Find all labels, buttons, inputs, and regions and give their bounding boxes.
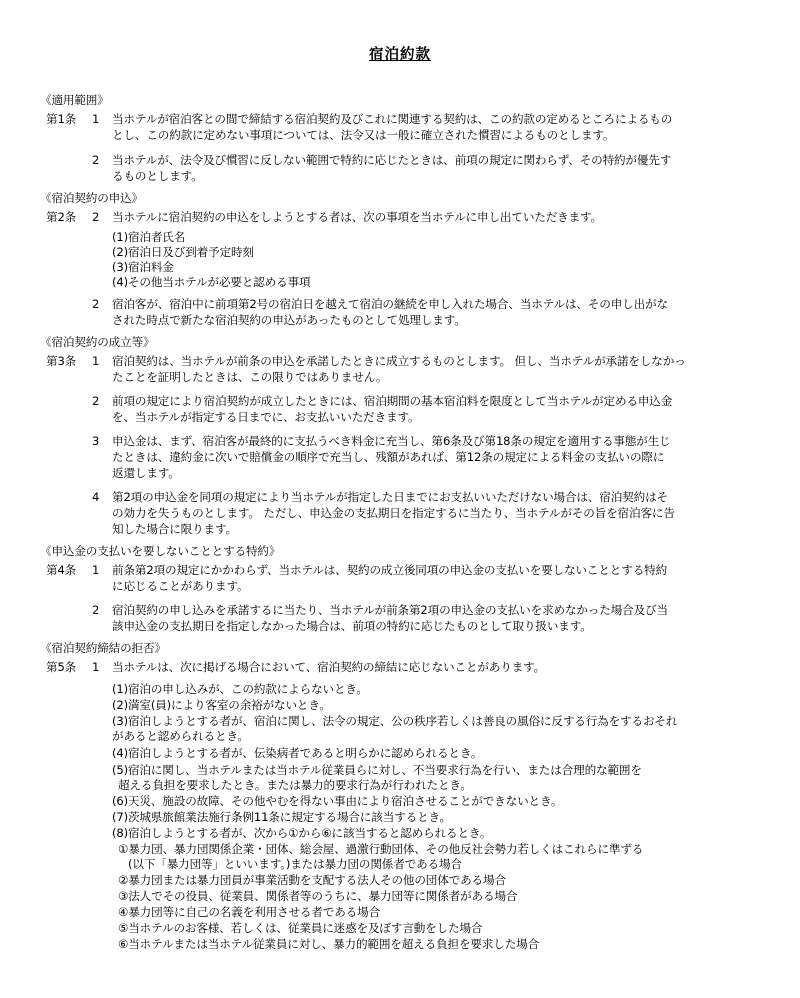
clause-text: 第2項の申込金を同項の規定により当ホテルが指定した日までにお支払いいただけない場合は、宿泊契約はそ [112, 490, 668, 504]
clause-number: 2 [92, 394, 100, 408]
clause-text: るものとします。 [112, 169, 203, 183]
article-number: 第2条 [46, 210, 77, 224]
clause-text: 当ホテルに宿泊契約の申込をしようとする者は、次の事項を当ホテルに申し出ていただきます。 [112, 210, 602, 224]
section-heading: 《宿泊契約締結の拒否》 [40, 641, 166, 655]
clause-number: 2 [92, 297, 100, 311]
sub-list-item: ②暴力団または暴力団員が事業活動を支配する法人その他の団体である場合 [118, 873, 506, 887]
clause-text: 前条第2項の規定にかかわらず、当ホテルは、契約の成立後同項の申込金の支払いを要しないこととする特約 [112, 563, 668, 577]
list-item: (3)宿泊しようとする者が、宿泊に関し、法令の規定、公の秩序若しくは善良の風俗に反する行為をするおそれ [112, 714, 678, 728]
clause-text: された時点で新たな宿泊契約の申込があったものとして処理します。 [112, 313, 466, 327]
section-heading: 《宿泊契約の成立等》 [40, 335, 155, 349]
clause-text: を、当ホテルが指定する日までに、お支払いいただきます。 [112, 410, 420, 424]
section-heading: 《適用範囲》 [40, 93, 109, 107]
sub-list-item: ①暴力団、暴力団関係企業・団体、総会屋、過激行動団体、その他反社会勢力若しくはこれらに準ずる [118, 842, 644, 856]
clause-text: に応じることがあります。 [112, 579, 249, 593]
list-item: (6)天災、施設の故障、その他やむを得ない事由により宿泊させることができないとき。 [112, 794, 563, 808]
sub-list-item: ④暴力団等に自己の名義を利用させる者である場合 [118, 905, 381, 919]
clause-text: たことを証明したときは、この限りではありません。 [112, 370, 388, 384]
section-heading: 《宿泊契約の申込》 [40, 191, 143, 205]
clause-number: 1 [92, 660, 100, 674]
clause-text: 宿泊契約の申し込みを承諾するに当たり、当ホテルが前条第2項の申込金の支払いを求めなかった場合及び当 [112, 603, 668, 617]
clause-number: 2 [92, 153, 100, 167]
list-item: 超える負担を要求したとき。または暴力的要求行為が行われたとき。 [118, 778, 472, 792]
clause-number: 2 [92, 210, 100, 224]
clause-text: 当ホテルが、法令及び慣習に反しない範囲で特約に応じたときは、前項の規定に関わらず、その特約が優先す [112, 153, 672, 167]
clause-number: 3 [92, 434, 100, 448]
list-item: (2)宿泊日及び到着予定時刻 [112, 245, 254, 259]
list-item: (5)宿泊に関し、当ホテルまたは当ホテル従業員らに対し、不当要求行為を行い、または合理的な範囲を [112, 763, 642, 777]
list-item: (2)満室(員)により客室の余裕がないとき。 [112, 698, 331, 712]
clause-number: 1 [92, 563, 100, 577]
list-item: (4)宿泊しようとする者が、伝染病者であると明らかに認められるとき。 [112, 746, 483, 760]
article-number: 第3条 [46, 354, 77, 368]
sub-list-item: ⑥当ホテルまたは当ホテル従業員に対し、暴力的範囲を超える負担を要求した場合 [118, 937, 540, 951]
sub-list-item: (以下「暴力団等」といいます。)または暴力団の関係者である場合 [128, 857, 462, 871]
list-item: があると認められるとき。 [112, 729, 249, 743]
clause-text: とし、この約款に定めない事項については、法令又は一般に確立された慣習によるものとします。 [112, 128, 615, 142]
list-item: (7)茨城県旅館業法施行条例11条に規定する場合に該当するとき。 [112, 810, 451, 824]
clause-text: 前項の規定により宿泊契約が成立したときには、宿泊期間の基本宿泊料を限度として当ホテルが定める申込金 [112, 394, 673, 408]
page-title: 宿泊約款 [369, 47, 431, 63]
sub-list-item: ③法人でその役員、従業員、関係者等のうちに、暴力団等に関係者がある場合 [118, 889, 518, 903]
article-number: 第5条 [46, 660, 77, 674]
clause-number: 4 [92, 490, 100, 504]
clause-text: 該申込金の支払期日を指定しなかった場合は、前項の特約に応じたものとして取り扱います。 [112, 619, 592, 633]
list-item: (4)その他当ホテルが必要と認める事項 [112, 275, 311, 289]
clause-text: 宿泊客が、宿泊中に前項第2号の宿泊日を越えて宿泊の継続を申し入れた場合、当ホテルは、その申し出がな [112, 297, 668, 311]
clause-text: 当ホテルは、次に掲げる場合において、宿泊契約の締結に応じないことがあります。 [112, 660, 546, 674]
list-item: (3)宿泊料金 [112, 260, 174, 274]
article-number: 第1条 [46, 112, 77, 126]
sub-list-item: ⑤当ホテルのお客様、若しくは、従業員に迷惑を及ぼす言動をした場合 [118, 921, 483, 935]
clause-text: たときは、違約金に次いで賠償金の順序で充当し、残額があれば、第12条の規定による料金の支払いの際に [112, 450, 665, 464]
clause-text: の効力を失うものとします。 ただし、申込金の支払期日を指定するに当たり、当ホテルがその旨を宿泊客に告 [112, 506, 675, 520]
clause-text: 当ホテルが宿泊客との間で締結する宿泊契約及びこれに関連する契約は、この約款の定めるところによるもの [112, 112, 673, 126]
clause-text: 申込金は、まず、宿泊客が最終的に支払うべき料金に充当し、第6条及び第18条の規定を適用する事態が生じ [112, 434, 671, 448]
list-item: (1)宿泊者氏名 [112, 230, 186, 244]
article-number: 第4条 [46, 563, 77, 577]
list-item: (8)宿泊しようとする者が、次から①から⑥に該当すると認められるとき。 [112, 826, 492, 840]
section-heading: 《申込金の支払いを要しないこととする特約》 [40, 544, 281, 558]
clause-number: 1 [92, 354, 100, 368]
clause-text: 知した場合に限ります。 [112, 522, 237, 536]
clause-text: 返還します。 [112, 466, 180, 480]
clause-number: 1 [92, 112, 100, 126]
clause-number: 2 [92, 603, 100, 617]
clause-text: 宿泊契約は、当ホテルが前条の申込を承諾したときに成立するものとします。 但し、当ホテルが承諾をしなかっ [112, 354, 686, 368]
list-item: (1)宿泊の申し込みが、この約款によらないとき。 [112, 682, 368, 696]
